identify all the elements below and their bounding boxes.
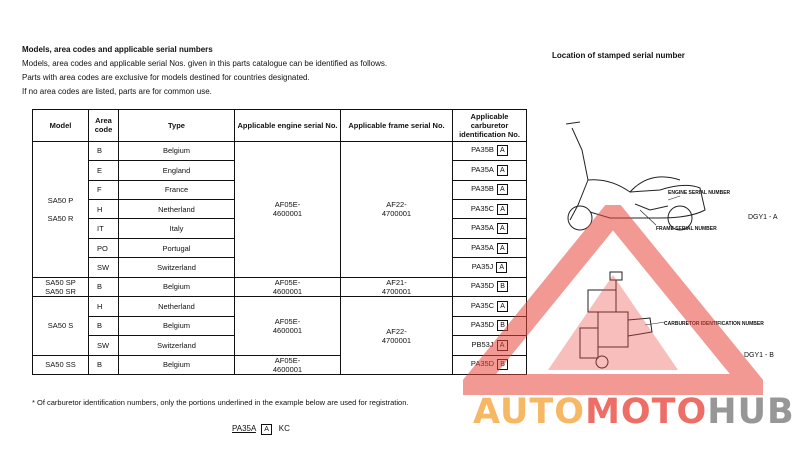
frame-serial: AF22- 4700001	[381, 326, 412, 345]
table-header-row	[33, 110, 527, 142]
serial-number-table	[32, 109, 527, 375]
intro-line: Parts with area codes are exclusive for models destined for countries designated.	[22, 73, 310, 82]
area-code-cell: B	[89, 141, 119, 160]
intro-line: If no area codes are listed, parts are for common use.	[22, 87, 212, 96]
type-cell: Belgium	[119, 141, 235, 160]
carb-id: PA35A	[471, 223, 494, 233]
carb-id-cell	[453, 141, 527, 160]
carb-id: PA35D	[470, 320, 495, 330]
area-code-cell: IT	[89, 219, 119, 238]
frame-serial-cell	[341, 141, 453, 277]
engine-serial: AF05E- 4600001	[272, 200, 303, 219]
area-code-cell: PO	[89, 238, 119, 257]
frame-serial-cell	[341, 297, 453, 375]
carb-mark: A	[497, 243, 508, 254]
carb-id: PA35C	[470, 203, 495, 213]
carb-mark: B	[497, 281, 508, 292]
carb-id: PA35B	[471, 145, 494, 155]
watermark-logo-text	[473, 392, 795, 432]
carb-id: PA35D	[470, 281, 495, 291]
carb-mark: A	[496, 262, 507, 273]
model-name: SA50 SR	[45, 286, 76, 296]
carb-id: PA35B	[471, 184, 494, 194]
type-cell: Belgium	[119, 316, 235, 335]
figure-label-b: DGY1 - B	[744, 352, 774, 359]
model-cell	[33, 277, 89, 296]
carb-id-example	[232, 424, 290, 435]
carb-mark: A	[497, 145, 508, 156]
area-code-cell: H	[89, 297, 119, 316]
section-heading: Models, area codes and applicable serial numbers	[22, 45, 213, 54]
watermark-part-moto: MOTO	[585, 392, 708, 432]
carb-mark: A	[497, 204, 508, 215]
header-area-code: Area code	[89, 110, 119, 142]
engine-serial: AF05E- 4600001	[272, 316, 303, 335]
area-code-cell: SW	[89, 336, 119, 355]
frame-serial-cell	[341, 277, 453, 296]
carb-mark: A	[497, 184, 508, 195]
engine-serial-cell	[235, 277, 341, 296]
location-title: Location of stamped serial number	[552, 51, 685, 60]
type-cell: Portugal	[119, 238, 235, 257]
carb-mark: A	[497, 165, 508, 176]
frame-serial: AF22- 4700001	[381, 200, 412, 219]
watermark-part-auto: AUTO	[473, 392, 586, 432]
type-cell: Belgium	[119, 355, 235, 374]
header-type: Type	[119, 110, 235, 142]
frame-serial: AF21- 4700001	[381, 277, 412, 296]
type-cell: Belgium	[119, 277, 235, 296]
type-cell: Switzerland	[119, 258, 235, 277]
model-name: SA50 SP	[45, 277, 76, 287]
carb-id: PA35A	[471, 164, 494, 174]
engine-serial: AF05E- 4600001	[272, 277, 303, 296]
carb-id-callout: CARBURETOR IDENTIFICATION NUMBER	[664, 321, 764, 327]
carb-id: PB53J	[471, 339, 494, 349]
model-cell	[33, 141, 89, 277]
area-code-cell: SW	[89, 258, 119, 277]
frame-serial-callout: FRAME SERIAL NUMBER	[656, 226, 717, 232]
table-row	[33, 277, 527, 296]
model-name: SA50 SS	[45, 360, 76, 370]
example-suffix: KC	[278, 424, 290, 433]
type-cell: Netherland	[119, 297, 235, 316]
table-row	[33, 297, 527, 316]
type-cell: Italy	[119, 219, 235, 238]
engine-serial: AF05E- 4600001	[272, 355, 303, 374]
table-row	[33, 141, 527, 160]
carb-id-cell	[453, 180, 527, 199]
carb-id: PA35J	[471, 262, 494, 272]
carb-mark: A	[497, 223, 508, 234]
area-code-cell: F	[89, 180, 119, 199]
figure-label-a: DGY1 - A	[748, 214, 778, 221]
table-row	[33, 355, 527, 374]
area-code-cell: B	[89, 355, 119, 374]
carb-mark: B	[497, 359, 508, 370]
intro-line: Models, area codes and applicable serial Nos. given in this parts catalogue can be identified as follows.	[22, 59, 388, 68]
type-cell: Switzerland	[119, 336, 235, 355]
header-frame-serial: Applicable frame serial No.	[341, 110, 453, 142]
model-name: SA50 P	[47, 195, 74, 205]
engine-serial-cell	[235, 297, 341, 355]
type-cell: France	[119, 180, 235, 199]
carb-mark: A	[497, 301, 508, 312]
header-engine-serial: Applicable engine serial No.	[235, 110, 341, 142]
area-code-cell: B	[89, 316, 119, 335]
example-mark: A	[261, 424, 272, 435]
header-carb-id: Applicable carburetor identification No.	[453, 110, 527, 142]
model-name: SA50 S	[47, 321, 74, 331]
area-code-cell: E	[89, 161, 119, 180]
area-code-cell: B	[89, 277, 119, 296]
area-code-cell: H	[89, 200, 119, 219]
engine-serial-callout: ENGINE SERIAL NUMBER	[668, 190, 731, 196]
model-name: SA50 R	[47, 213, 74, 223]
engine-serial-cell	[235, 141, 341, 277]
carb-id: PA35A	[471, 242, 494, 252]
model-cell	[33, 297, 89, 355]
carb-id: PA35C	[470, 300, 495, 310]
carb-mark: A	[497, 340, 508, 351]
engine-serial-cell	[235, 355, 341, 374]
watermark-triangle-logo	[463, 205, 763, 395]
carb-id-cell	[453, 161, 527, 180]
watermark-part-hub: HUB	[707, 392, 795, 432]
carb-mark: B	[497, 320, 508, 331]
model-cell	[33, 355, 89, 374]
type-cell: England	[119, 161, 235, 180]
header-model: Model	[33, 110, 89, 142]
carb-id: PA35D	[470, 359, 495, 369]
footnote: * Of carburetor identification numbers, only the portions underlined in the example below are used for registration.	[32, 398, 409, 407]
intro-block	[22, 43, 442, 99]
type-cell: Netherland	[119, 200, 235, 219]
example-code: PA35A	[232, 424, 256, 433]
